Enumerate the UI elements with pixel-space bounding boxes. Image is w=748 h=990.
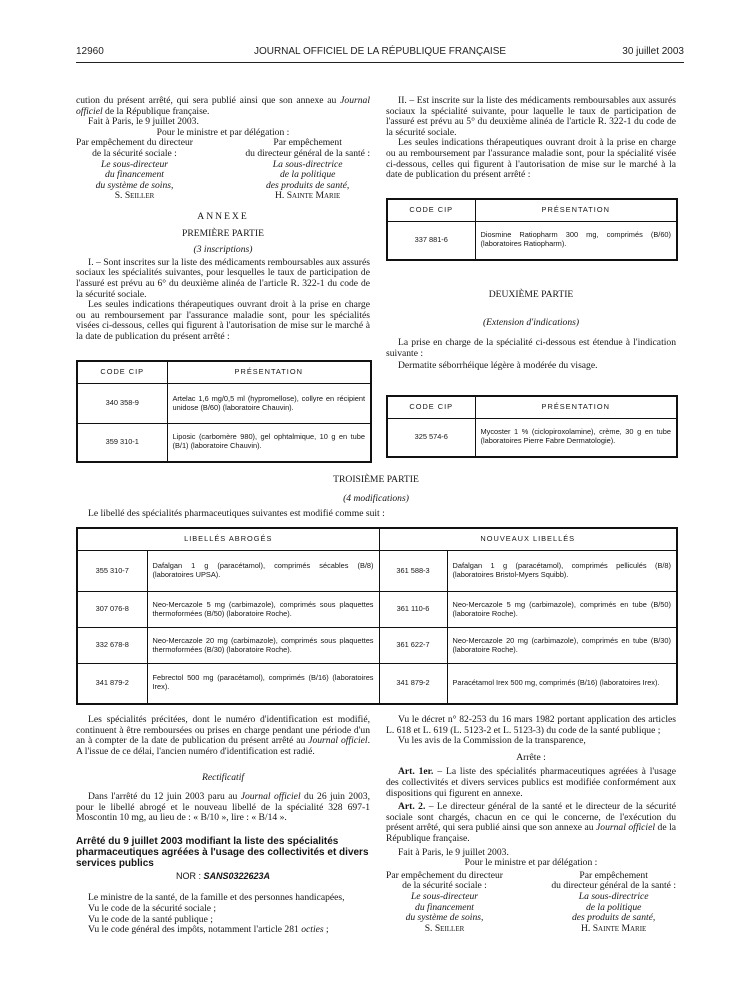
column-header: PRÉSENTATION — [167, 361, 371, 384]
page-number: 12960 — [76, 46, 104, 57]
journal-title: JOURNAL OFFICIEL DE LA RÉPUBLIQUE FRANÇAISE — [253, 46, 507, 57]
section-I-paragraph: I. – Sont inscrites sur la liste des médicaments remboursables aux assurés sociaux les spécialités suivantes, pour lesquelles le taux de participation de l'assuré est prévu au 6° du deuxième alinéa de l'article R. 322-1 du code de la sécurité sociale. — [76, 256, 370, 300]
left-bottom-column — [76, 715, 370, 936]
extension-paragraph: La prise en charge de la spécialité ci-dessous est étendue à l'indication suivante : — [386, 337, 676, 359]
cip-code: 340 358-9 — [77, 384, 167, 424]
part1-title: PREMIÈRE PARTIE — [182, 227, 264, 239]
part3-intro: Le libellé des spécialités pharmaceutiques suivantes est modifié comme suit : — [88, 508, 385, 520]
right-top-column — [386, 96, 676, 181]
header-rule — [76, 62, 684, 63]
part3-title: TROISIÈME PARTIE — [333, 474, 419, 485]
inscription-II-table — [386, 198, 678, 261]
presentation-cell: Artelac 1,6 mg/0,5 ml (hypromellose), collyre en récipient unidose (B/60) (laboratoire Chauvin). — [167, 384, 371, 424]
inscriptions-table — [76, 360, 372, 463]
signature-left: Par empêchement du directeur de la sécurité sociale : Le sous-directeur du financement du système de soins, S. Seiller — [386, 869, 503, 934]
table-row: 307 076-8 Neo-Mercazole 5 mg (carbimazole), comprimés sous plaquettes thermoformées (B/50) (laboratoire Roche). 361 110-6 Neo-Mercazole 5 mg (carbimazole), comprimés en tube (B/50) (laboratoire Roche). — [77, 592, 677, 628]
cip-code: 325 574-6 — [387, 419, 475, 457]
left-top-column — [76, 96, 370, 342]
column-header: CODE CIP — [387, 199, 475, 222]
indications-paragraph: Les seules indications thérapeutiques ouvrant droit à la prise en charge ou au remboursement par l'assurance maladie sont, pour les spécialités visées ci-dessous, celles qui figurent à l'autorisation de mise sur le marché à la date de publication du présent arrêté : — [76, 299, 370, 342]
modifications-table — [76, 527, 678, 705]
vu-decret: Vu le décret n° 82-253 du 16 mars 1982 portant application des articles L. 618 et L. 619 (L. 5123-2 et L. 5123-3) du code de la santé publique ; — [386, 714, 676, 736]
vu-line: Vu le code de la santé publique ; — [88, 913, 213, 925]
column-header: LIBELLÉS ABROGÉS — [77, 528, 379, 551]
closing-paragraph: cution du présent arrêté, qui sera publié ainsi que son annexe au Journal officiel de la République française. — [76, 95, 370, 117]
extension-table — [386, 395, 678, 458]
presentation-cell: Mycoster 1 % (ciclopiroxolamine), crème, 30 g en tube (laboratoires Pierre Fabre Dermatologie). — [475, 419, 677, 457]
column-header: CODE CIP — [387, 396, 475, 419]
signature-right: Par empêchement du directeur général de la santé : La sous-directrice de la politique des produits de santé, H. Sainte Marie — [245, 137, 370, 202]
signature-block-2 — [386, 871, 676, 935]
table-row: 355 310-7 Dafalgan 1 g (paracétamol), comprimés sécables (B/8) (laboratoires UPSA). 361 588-3 Dafalgan 1 g (paracétamol), comprimés pelliculés (B/8) (laboratoires Bristol-Myers Squibb). — [77, 551, 677, 592]
column-header: PRÉSENTATION — [475, 199, 677, 222]
cip-code: 359 310-1 — [77, 424, 167, 462]
fait-a-paris-2: Fait à Paris, le 9 juillet 2003. — [398, 846, 509, 858]
article-1: Art. 1er. – La liste des spécialités pharmaceutiques agréées à l'usage des collectivités et divers services publics est modifiée conformément aux dispositions qui figurent en annexe. — [386, 766, 676, 799]
vu-line: Vu le code général des impôts, notamment l'article 281 octies ; — [88, 924, 329, 936]
precitees-paragraph: Les spécialités précitées, dont le numéro d'identification est modifié, continuent à être remboursées ou prises en charge pendant une période d'un an à compter de la date de publication du présent arrêté au Journal officiel. A l'issue de ce délai, l'ancien numéro d'identification est radié. — [76, 714, 371, 757]
part2-title: DEUXIÈME PARTIE — [488, 289, 574, 300]
column-header: CODE CIP — [77, 361, 167, 384]
vu-avis: Vu les avis de la Commission de la transparence, — [398, 735, 586, 747]
presentation-cell: Liposic (carbomère 980), gel ophtalmique, 10 g en tube (B/1) (laboratoire Chauvin). — [167, 424, 371, 462]
table-row: 332 678-8 Neo-Mercazole 20 mg (carbimazole), comprimés sous plaquettes thermoformées (B/30) (laboratoire Roche). 361 622-7 Neo-Mercazole 20 mg (carbimazole), comprimés en tube (B/30) (laboratoire Roche). — [77, 628, 677, 664]
part3-subtitle: (4 modifications) — [343, 492, 409, 504]
issue-date: 30 juillet 2003 — [622, 46, 684, 57]
signature-right: Par empêchement du directeur général de la santé : La sous-directrice de la politique des produits de santé, H. Sainte Marie — [551, 869, 676, 934]
arrete-title: Arrêté du 9 juillet 2003 modifiant la liste des spécialités pharmaceutiques agréées à l'usage des collectivités et divers services publics — [76, 835, 369, 869]
table-row: 341 879-2 Febrectol 500 mg (paracétamol), comprimés (B/16) (laboratoires Irex). 341 879-2 Paracétamol Irex 500 mg, comprimés (B/16) (laboratoires Irex). — [77, 664, 677, 704]
cip-code: 337 881-6 — [387, 222, 475, 260]
pour-le-ministre-2: Pour le ministre et par délégation : — [464, 857, 598, 869]
rectificatif-title: Rectificatif — [201, 772, 245, 784]
signature-left: Par empêchement du directeur de la sécurité sociale : Le sous-directeur du financement du système de soins, S. Seiller — [76, 137, 193, 202]
signature-block — [76, 138, 370, 202]
right-bottom-column — [386, 715, 676, 934]
vu-line: Vu le code de la sécurité sociale ; — [88, 902, 217, 914]
rectificatif-paragraph: Dans l'arrêté du 12 juin 2003 paru au Journal officiel du 26 juin 2003, pour le libellé abrogé et le nouveau libellé de la spécialité 328 697-1 Moscontin 10 mg, au lieu de : « B/10 », lire : « B/14 ». — [76, 790, 370, 824]
section-II-paragraph: II. – Est inscrite sur la liste des médicaments remboursables aux assurés sociaux la spécialité suivante, pour laquelle le taux de participation de l'assuré est prévu au 5° du deuxième alinéa de l'article R. 322-1 du code de la sécurité sociale. — [386, 95, 676, 138]
part1-subtitle: (3 inscriptions) — [193, 244, 253, 256]
part2-section — [386, 290, 676, 372]
column-header: NOUVEAUX LIBELLÉS — [379, 528, 677, 551]
fait-a-paris: Fait à Paris, le 9 juillet 2003. — [88, 116, 199, 128]
indication-text: Dermatite séborrhéique légère à modérée du visage. — [398, 360, 598, 372]
nor-line: NOR : SANS0322623A — [175, 870, 271, 881]
pour-le-ministre: Pour le ministre et par délégation : — [156, 126, 290, 138]
part2-subtitle: (Extension d'indications) — [482, 316, 580, 328]
article-2: Art. 2. – Le directeur général de la santé et le directeur de la sécurité sociale sont chargés, chacun en ce qui le concerne, de l'exécution du présent arrêté, qui sera publié ainsi que son annexe au Journal officiel de la République française. — [386, 801, 676, 844]
indications-paragraph-2: Les seules indications thérapeutiques ouvrant droit à la prise en charge ou au remboursement par l'assurance maladie sont, pour la spécialité visée ci-dessous, celles qui figurent à l'autorisation de mise sur le marché à la date de publication du présent arrêté : — [386, 137, 676, 181]
presentation-cell: Diosmine Ratiopharm 300 mg, comprimés (B/60) (laboratoires Ratiopharm). — [475, 222, 677, 260]
ministre-paragraph: Le ministre de la santé, de la famille et des personnes handicapées, — [88, 892, 345, 904]
annexe-title: ANNEXE — [197, 210, 249, 222]
column-header: PRÉSENTATION — [475, 396, 677, 419]
part3-section — [76, 475, 676, 520]
arrete-label: Arrête : — [516, 751, 546, 763]
